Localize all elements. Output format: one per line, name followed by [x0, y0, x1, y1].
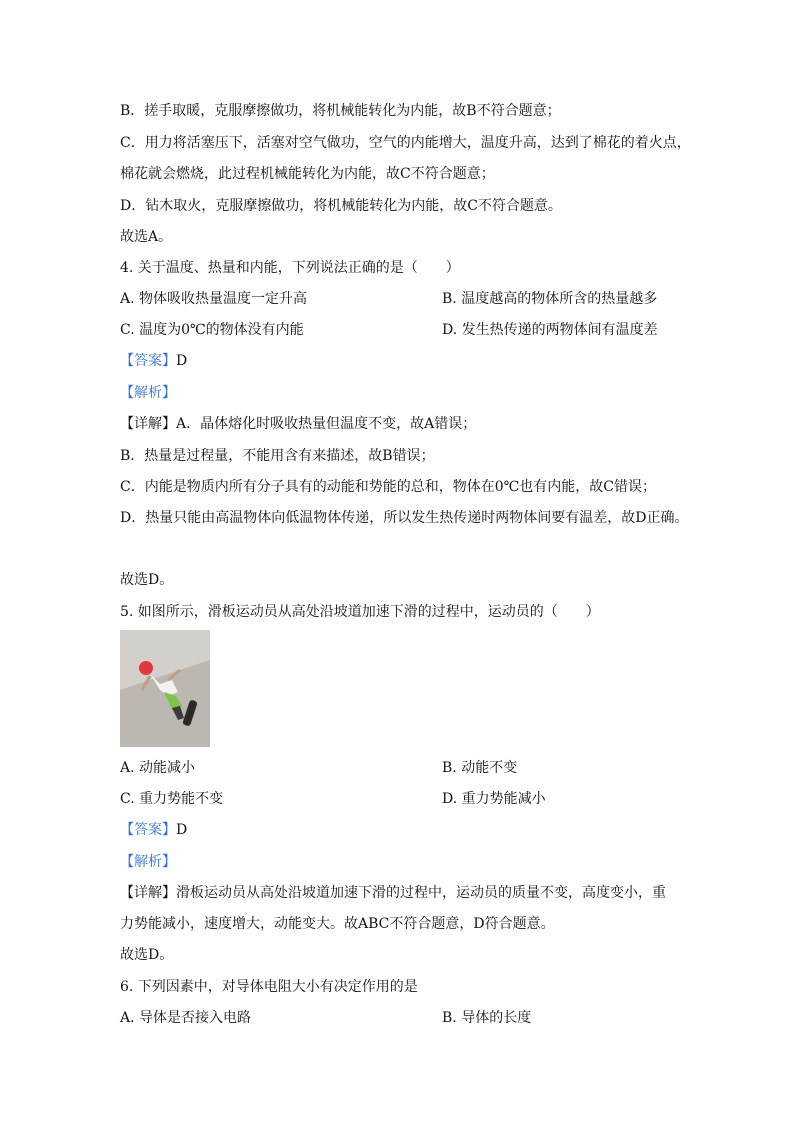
- skateboarder-illustration: [120, 630, 210, 747]
- q4-detail-d: D．热量只能由高温物体向低温物体传递，所以发生热传递时两物体间要有温差，故D正确。: [120, 510, 689, 526]
- q5-detail-2: 力势能减小，速度增大，动能变大。故ABC不符合题意，D符合题意。: [120, 916, 555, 932]
- q5-option-a: A. 动能减小: [120, 760, 196, 776]
- answer-value: D: [176, 353, 188, 369]
- prev-option-c-explanation-2: 棉花就会燃烧，此过程机械能转化为内能，故C不符合题意；: [120, 166, 495, 182]
- q5-option-c: C. 重力势能不变: [120, 791, 224, 807]
- prev-option-d-explanation: D．钻木取火，克服摩擦做功，将机械能转化为内能，故C不符合题意。: [120, 198, 562, 214]
- q5-stem: 5. 如图所示，滑板运动员从高处沿坡道加速下滑的过程中，运动员的（ ）: [120, 604, 600, 620]
- q5-option-d: D. 重力势能减小: [442, 791, 546, 807]
- q5-choose: 故选D。: [120, 947, 174, 963]
- q4-detail-b: B．热量是过程量，不能用含有来描述，故B错误；: [120, 448, 435, 464]
- q4-option-c: C. 温度为0℃的物体没有内能: [120, 322, 304, 338]
- prev-choose: 故选A。: [120, 229, 173, 245]
- q4-analysis-tag: 【解析】: [120, 385, 176, 401]
- q5-analysis-tag: 【解析】: [120, 854, 176, 870]
- q5-option-b: B. 动能不变: [442, 760, 518, 776]
- q6-option-b: B. 导体的长度: [442, 1010, 532, 1026]
- q6-option-a: A. 导体是否接入电路: [120, 1010, 252, 1026]
- answer-tag: 【答案】: [120, 353, 176, 369]
- q5-detail-1: [120, 884, 666, 902]
- q4-option-a: A. 物体吸收热量温度一定升高: [120, 291, 308, 307]
- q4-detail-a: [120, 415, 476, 433]
- prev-option-c-explanation-1: C．用力将活塞压下，活塞对空气做功，空气的内能增大，温度升高，达到了棉花的着火点，: [120, 135, 691, 151]
- detail-tag: 【详解】: [120, 416, 176, 432]
- q4-answer: [120, 352, 187, 370]
- prev-option-b-explanation: B．搓手取暖，克服摩擦做功，将机械能转化为内能，故B不符合题意；: [120, 103, 561, 119]
- q4-detail-c: C．内能是物质内所有分子具有的动能和势能的总和，物体在0℃也有内能，故C错误；: [120, 479, 656, 495]
- q4-choose: 故选D。: [120, 572, 174, 588]
- detail-text: A．晶体熔化时吸收热量但温度不变，故A错误；: [176, 416, 477, 432]
- q4-option-d: D. 发生热传递的两物体间有温度差: [442, 322, 658, 338]
- answer-tag: 【答案】: [120, 822, 176, 838]
- detail-text: 滑板运动员从高处沿坡道加速下滑的过程中，运动员的质量不变，高度变小，重: [176, 885, 666, 901]
- detail-tag: 【详解】: [120, 885, 176, 901]
- skateboarder-photo: [120, 630, 210, 747]
- q6-stem: 6. 下列因素中，对导体电阻大小有决定作用的是: [120, 979, 418, 995]
- q5-answer: [120, 821, 187, 839]
- q4-stem: 4. 关于温度、热量和内能，下列说法正确的是（ ）: [120, 260, 460, 276]
- answer-value: D: [176, 822, 188, 838]
- q4-option-b: B. 温度越高的物体所含的热量越多: [442, 291, 658, 307]
